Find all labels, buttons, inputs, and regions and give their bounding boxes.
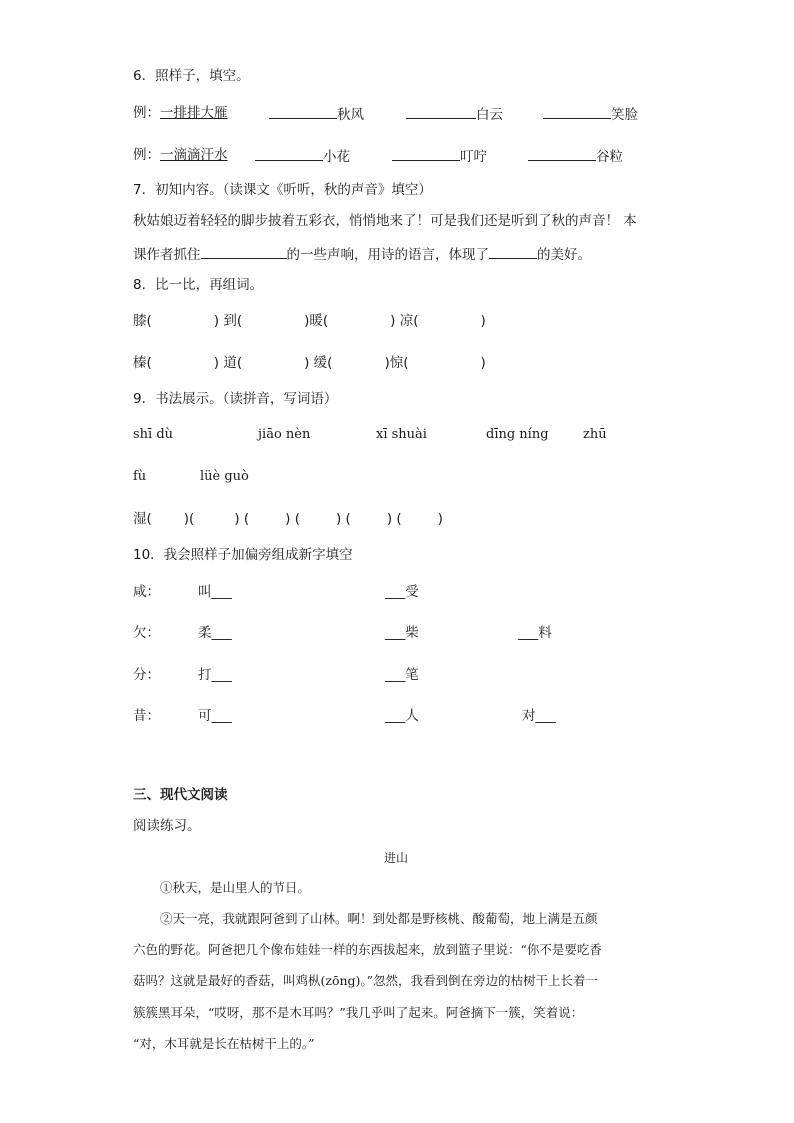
q10-item: ___笔 <box>385 667 419 683</box>
blank[interactable] <box>392 146 460 161</box>
q10-item: 打___ <box>198 667 232 683</box>
q7-title: 7．初知内容。（读课文《听听，秋的声音》填空） <box>133 182 432 198</box>
q8-row2: 榛( ) 道( ) 缓( )惊( ) <box>133 355 486 371</box>
q6-row1-item3: 笑脸 <box>543 104 638 124</box>
section-title: 三、现代文阅读 <box>133 787 228 803</box>
q10-item: 叫___ <box>198 584 232 600</box>
q9-pinyin: zhū <box>583 427 607 442</box>
q7-line1: 秋姑娘迈着轻轻的脚步披着五彩衣，悄悄地来了！可是我们还是听到了秋的声音！ 本 <box>133 213 637 229</box>
q9-pinyin: fù <box>133 469 147 484</box>
example-text: 一滴滴汗水 <box>160 147 228 163</box>
q8-row1: 膝( ) 到( )暖( ) 凉( ) <box>133 313 486 329</box>
q8-title: 8．比一比，再组词。 <box>133 277 264 293</box>
blank[interactable] <box>255 146 323 161</box>
blank[interactable] <box>406 104 476 119</box>
article-paragraph-2: ②天一亮，我就跟阿爸到了山林。啊！到处都是野核桃、酸葡萄，地上满是五颜 <box>160 911 598 926</box>
article-title: 进山 <box>384 851 409 865</box>
blank[interactable] <box>528 146 596 161</box>
q10-char: 昔： <box>133 708 160 724</box>
q9-pinyin: dīng níng <box>486 427 549 442</box>
q9-pinyin: jiāo nèn <box>258 427 311 442</box>
q10-item: 柔___ <box>198 625 232 641</box>
article-paragraph-2-line: 簇簇黑耳朵，“哎呀，那不是木耳吗？”我几乎叫了起来。阿爸摘下一簇，笑着说： <box>133 1005 584 1020</box>
article-paragraph-2-line: 六色的野花。阿爸把几个像布娃娃一样的东西拔起来，放到篮子里说：“你不是要吃香 <box>133 942 602 957</box>
q9-pinyin: lüè guò <box>200 469 249 484</box>
example-text: 一排排大雁 <box>160 105 228 121</box>
q7-line2: 课作者抓住 的一些声响，用诗的语言，体现了 的美好。 <box>133 244 591 264</box>
section-intro: 阅读练习。 <box>133 818 201 834</box>
q6-row2-item3: 谷粒 <box>528 146 623 166</box>
example-prefix: 例： <box>133 105 160 121</box>
q10-title: 10．我会照样子加偏旁组成新字填空 <box>133 547 353 563</box>
q10-item: ___料 <box>518 625 552 641</box>
article-paragraph-2-line: “对，木耳就是长在枯树干上的。” <box>133 1036 315 1051</box>
q10-item: ___人 <box>385 708 419 724</box>
q9-answer-row: 湿( )( ) ( ) ( ) ( ) ( ) <box>133 511 443 527</box>
blank[interactable] <box>489 244 537 259</box>
q6-row1 <box>133 104 228 122</box>
q10-char: 咸： <box>133 584 160 600</box>
q9-pinyin: shī dù <box>133 427 174 442</box>
q10-char: 分： <box>133 667 160 683</box>
q6-row1-item2: 白云 <box>406 104 503 124</box>
q6-title: 6．照样子，填空。 <box>133 68 250 84</box>
q10-char: 欠： <box>133 625 160 641</box>
q10-item: ___柴 <box>385 625 419 641</box>
q10-item: 可___ <box>198 708 232 724</box>
q6-row2-item2: 叮咛 <box>392 146 487 166</box>
blank[interactable] <box>269 104 337 119</box>
q6-row2 <box>133 146 228 164</box>
article-paragraph-2-line: 菇吗？这就是最好的香菇，叫鸡枞(zōng)。”忽然，我看到倒在旁边的枯树干上长着一 <box>133 973 599 988</box>
blank[interactable] <box>201 244 287 259</box>
q6-row2-item1: 小花 <box>255 146 350 166</box>
example-prefix: 例： <box>133 147 160 163</box>
article-paragraph-1: ①秋天，是山里人的节日。 <box>160 880 311 895</box>
q10-item: ___受 <box>385 584 419 600</box>
q10-item: 对___ <box>522 708 556 724</box>
blank[interactable] <box>543 104 611 119</box>
q9-title: 9．书法展示。（读拼音，写词语） <box>133 391 338 407</box>
q9-pinyin: xī shuài <box>376 427 427 442</box>
q6-row1-item1: 秋风 <box>269 104 364 124</box>
